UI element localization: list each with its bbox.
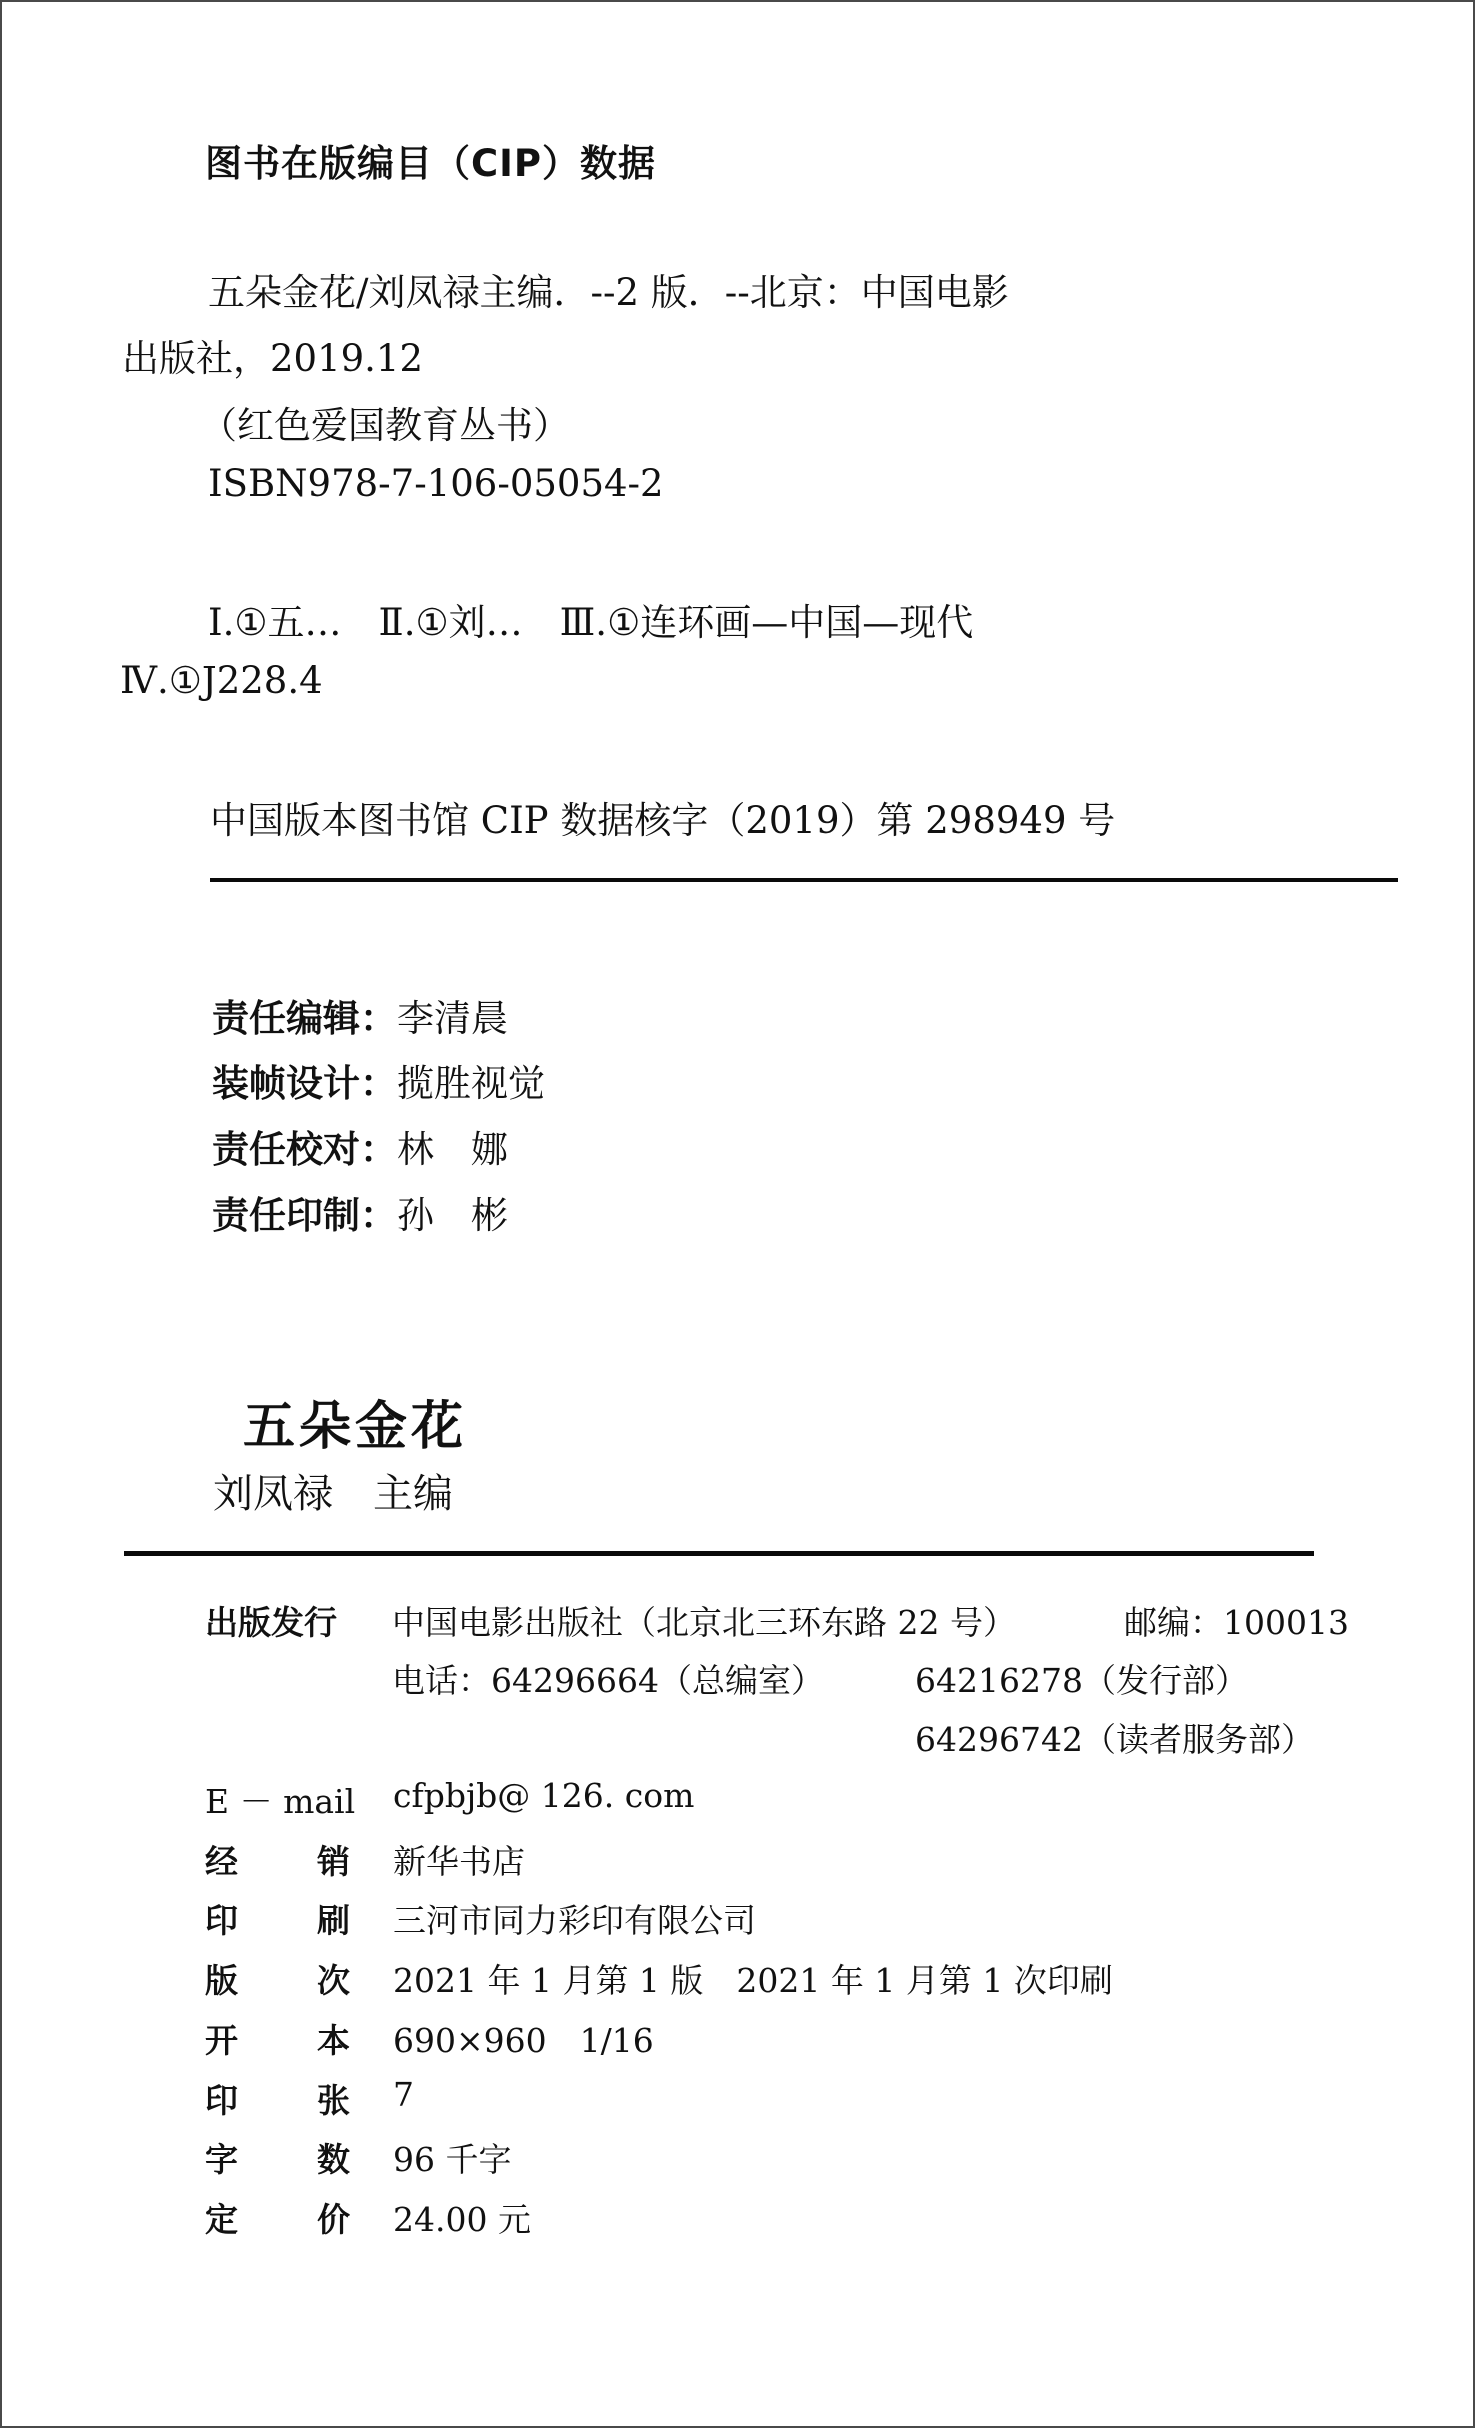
spec-label: 开 xyxy=(205,2021,238,2060)
cip-publisher-line: 出版社，2019.12 xyxy=(122,337,424,380)
spec-value: 新华书店 xyxy=(393,1842,525,1881)
phone-distribution xyxy=(915,1655,1248,1702)
cip-classification-line-2: Ⅳ.①J228.4 xyxy=(120,659,323,702)
spec-label: 版 xyxy=(205,1961,238,2000)
spec-value: 24.00 元 xyxy=(393,2200,531,2239)
phone-dept: （发行部） xyxy=(1082,1661,1248,1700)
email-value: cfpbjb@ 126. com xyxy=(393,1776,695,1815)
spec-label: 经 xyxy=(205,1842,238,1881)
section-divider xyxy=(210,878,1398,882)
credit-value: 林 娜 xyxy=(397,1128,508,1171)
spec-label: 张 xyxy=(317,2081,350,2120)
spec-label: 字 xyxy=(205,2140,238,2179)
spec-label: 印 xyxy=(205,1901,238,1940)
spec-label: 次 xyxy=(317,1961,350,2000)
spec-label: 本 xyxy=(317,2021,350,2060)
credit-label: 装帧设计： xyxy=(212,1062,397,1105)
spec-value: 690×960 1/16 xyxy=(393,2021,654,2060)
credit-value: 孙 彬 xyxy=(397,1194,508,1237)
spec-label: 数 xyxy=(317,2140,350,2179)
credit-label: 责任编辑： xyxy=(212,997,397,1040)
postcode-label: 邮编： xyxy=(1124,1603,1223,1642)
cip-record-number: 中国版本图书馆 CIP 数据核字（2019）第 298949 号 xyxy=(210,799,1116,842)
cip-title-line: 五朵金花/刘凤禄主编．--2 版．--北京：中国电影 xyxy=(208,271,1009,314)
credit-value: 李清晨 xyxy=(397,997,508,1040)
spec-label: 定 xyxy=(205,2200,238,2239)
spec-label: 价 xyxy=(317,2200,350,2239)
spec-value: 7 xyxy=(393,2075,414,2114)
cip-isbn-line: ISBN978-7-106-05054-2 xyxy=(208,462,664,505)
section-divider xyxy=(124,1551,1314,1556)
spec-value: 2021 年 1 月第 1 版 2021 年 1 月第 1 次印刷 xyxy=(393,1961,1113,2000)
phone-reader-service xyxy=(915,1714,1314,1761)
phone-number: 64296664 xyxy=(491,1661,659,1700)
credit-row xyxy=(212,1185,508,1239)
credit-label: 责任校对： xyxy=(212,1128,397,1171)
cip-classification-line: Ⅰ.①五… Ⅱ.①刘… Ⅲ.①连环画—中国—现代 xyxy=(208,601,974,644)
credit-value: 揽胜视觉 xyxy=(397,1062,545,1105)
cip-heading: 图书在版编目（CIP）数据 xyxy=(205,142,657,185)
phone-dept: （读者服务部） xyxy=(1082,1720,1314,1759)
postcode xyxy=(1124,1597,1349,1644)
spec-value: 三河市同力彩印有限公司 xyxy=(393,1901,756,1940)
book-title: 五朵金花 xyxy=(243,1397,468,1457)
phone-number: 64296742 xyxy=(915,1720,1083,1759)
spec-label: 销 xyxy=(317,1842,350,1881)
spec-value: 96 千字 xyxy=(393,2140,512,2179)
phone-dept: （总编室） xyxy=(658,1661,824,1700)
credit-row xyxy=(212,988,508,1042)
book-editor: 刘凤禄 主编 xyxy=(213,1471,453,1517)
spec-label: 印 xyxy=(205,2081,238,2120)
postcode-value: 100013 xyxy=(1223,1603,1349,1642)
credit-row xyxy=(212,1053,545,1107)
cip-series-line: （红色爱国教育丛书） xyxy=(200,404,570,447)
publishing-label: 出版发行 xyxy=(205,1603,337,1642)
phone-label: 电话： xyxy=(392,1661,491,1700)
publisher-address: 中国电影出版社（北京北三环东路 22 号） xyxy=(392,1603,1016,1642)
credit-label: 责任印制： xyxy=(212,1194,397,1237)
spec-label: E － mail xyxy=(205,1782,356,1821)
spec-label: 刷 xyxy=(317,1901,350,1940)
credit-row xyxy=(212,1119,508,1173)
phone-main xyxy=(392,1655,824,1702)
phone-number: 64216278 xyxy=(915,1661,1083,1700)
